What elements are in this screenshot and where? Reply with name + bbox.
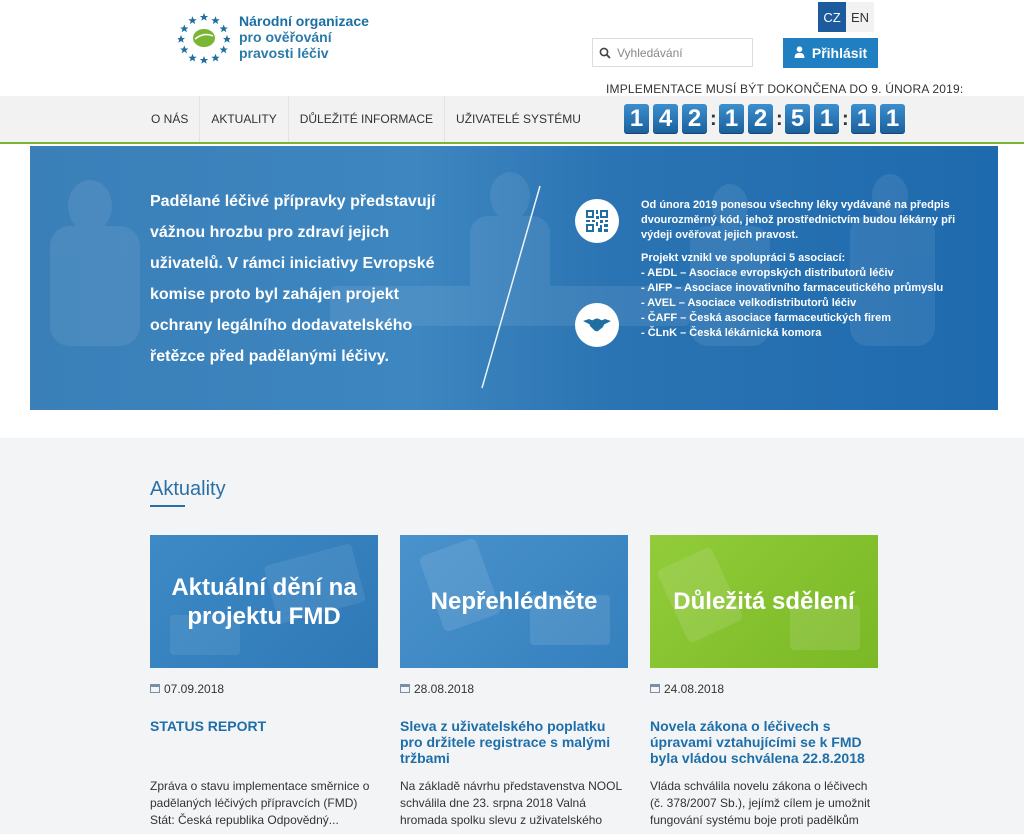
news-card-title[interactable]: STATUS REPORT <box>150 718 267 734</box>
countdown-separator: : <box>842 107 849 130</box>
countdown-digit: 1 <box>719 104 744 134</box>
hero-main-text: Padělané léčivé přípravky představují vážnou hrozbu pro zdraví jejich uživatelů. V rámci iniciativy Evropské komise proto byl zahájen projekt ochrany legálního dodavatelského řetězce před padělanými léčivy. <box>150 193 436 365</box>
hero-right-text <box>641 198 961 341</box>
association-item: - ČAFF – Česká asociace farmaceutických firem <box>641 312 892 324</box>
news-card-image-text: Důležitá sdělení <box>673 588 855 615</box>
countdown-digit: 1 <box>851 104 876 134</box>
news-card[interactable] <box>650 535 878 829</box>
news-card-text: Zpráva o stavu implementace směrnice o padělaných léčivých přípravcích (FMD) Stát: Česká republika Odpovědný... <box>150 779 370 827</box>
countdown-timer <box>624 104 909 134</box>
logo-line-1: Národní organizace <box>239 13 369 29</box>
lang-cz-button[interactable]: CZ <box>818 2 846 32</box>
news-card-date-text: 28.08.2018 <box>414 682 475 696</box>
nav-item-o-nas[interactable]: O NÁS <box>140 96 200 142</box>
qr-code-icon <box>575 199 619 243</box>
search-input[interactable] <box>617 46 742 60</box>
nav-item-aktuality[interactable]: AKTUALITY <box>200 96 288 142</box>
countdown-digit: 4 <box>653 104 678 134</box>
hero-right-paragraph: Od února 2019 ponesou všechny léky vydávané na předpis dvourozměrný kód, jehož prostřednictvím budou lékárny při výdeji ověřovat jejich pravost. <box>641 199 956 241</box>
news-card-date <box>650 682 878 696</box>
news-card[interactable] <box>150 535 378 829</box>
countdown-digit: 1 <box>814 104 839 134</box>
hero-banner <box>30 146 998 410</box>
news-card[interactable] <box>400 535 628 829</box>
countdown-separator: : <box>776 107 783 130</box>
logo-text[interactable] <box>239 13 369 61</box>
news-card-date <box>150 682 378 696</box>
logo-line-2: pro ověřování <box>239 29 332 45</box>
search-box[interactable] <box>592 38 753 67</box>
news-card-date <box>400 682 628 696</box>
association-item: - AIFP – Asociace inovativního farmaceutického průmyslu <box>641 282 944 294</box>
news-card-title[interactable]: Sleva z uživatelského poplatku pro držitele registrace s malými tržbami <box>400 718 611 766</box>
countdown-digit: 5 <box>785 104 810 134</box>
search-icon <box>593 47 617 59</box>
login-button[interactable] <box>783 38 878 68</box>
header <box>0 0 1024 96</box>
news-card-image-text: Aktuální dění na projektu FMD <box>171 573 357 630</box>
association-item: - ČLnK – Česká lékárnická komora <box>641 327 822 339</box>
handshake-icon <box>575 303 619 347</box>
calendar-icon <box>150 682 160 696</box>
logo-line-3: pravosti léčiv <box>239 45 329 61</box>
news-card-image[interactable] <box>400 535 628 668</box>
countdown-digit: 1 <box>624 104 649 134</box>
associations-heading: Projekt vznikl ve spolupráci 5 asociací: <box>641 252 846 264</box>
nav-item-dulezite-informace[interactable]: DŮLEŽITÉ INFORMACE <box>289 96 445 142</box>
news-heading: Aktuality <box>150 478 226 500</box>
news-card-date-text: 07.09.2018 <box>164 682 225 696</box>
news-card-image[interactable] <box>650 535 878 668</box>
news-card-image-text: Nepřehlédněte <box>430 588 598 615</box>
countdown-digit: 1 <box>880 104 905 134</box>
news-card-image[interactable] <box>150 535 378 668</box>
news-section <box>0 438 1024 834</box>
implementation-deadline-label: IMPLEMENTACE MUSÍ BÝT DOKONČENA DO 9. ÚNORA 2019: <box>606 82 964 96</box>
countdown-digit: 2 <box>682 104 707 134</box>
calendar-icon <box>400 682 410 696</box>
heading-underline <box>150 505 185 507</box>
news-card-text: Na základě návrhu představenstva NOOL schválila dne 23. srpna 2018 Valná hromada spolku slevu z uživatelského <box>400 779 622 827</box>
news-card-date-text: 24.08.2018 <box>664 682 725 696</box>
association-item: - AEDL – Asociace evropských distributorů léčiv <box>641 267 894 279</box>
association-item: - AVEL – Asociace velkodistributorů léčiv <box>641 297 857 309</box>
user-icon <box>794 45 805 61</box>
news-card-text: Vláda schválila novelu zákona o léčivech (č. 378/2007 Sb.), jejímž cílem je umožnit fungování systému boje proti padělkům <box>650 779 871 827</box>
eu-stars-logo-icon[interactable] <box>178 12 230 64</box>
news-card-title[interactable]: Novela zákona o léčivech s úpravami vztahujícími se k FMD byla vládou schválena 22.8.2018 <box>650 718 865 766</box>
countdown-separator: : <box>710 107 717 130</box>
calendar-icon <box>650 682 660 696</box>
nav-item-uzivatele-systemu[interactable]: UŽIVATELÉ SYSTÉMU <box>456 112 581 126</box>
login-label: Přihlásit <box>811 45 868 61</box>
lang-en-button[interactable]: EN <box>846 2 874 32</box>
countdown-digit: 2 <box>748 104 773 134</box>
